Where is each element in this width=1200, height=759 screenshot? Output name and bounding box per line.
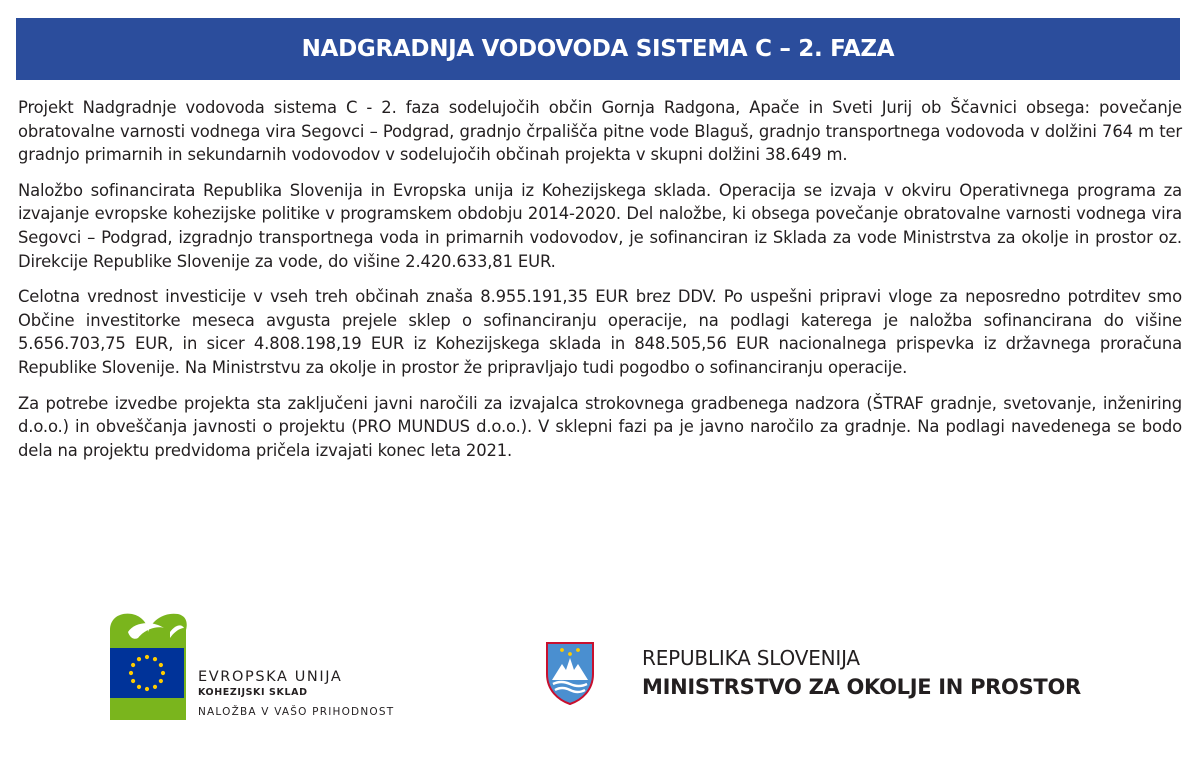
paragraph-scope: Projekt Nadgradnje vodovoda sistema C - 2. faza sodelujočih občin Gornja Radgona, Apače in Sveti Jurij ob Ščavnici obsega: povečanje obratovalne varnosti vodnega vira Segovci – Podgrad, gradnjo črpališča pitne vode Blaguš, gradnjo transportnega vodovoda v dolžini 764 m ter gradnjo primarnih in sekundarnih vodovodov v sodelujočih občinah projekta v skupni dolžini 38.649 m.: [18, 98, 1182, 165]
eu-logo-text: [198, 668, 438, 724]
eu-cohesion-fund-logo-icon: [108, 610, 188, 722]
paragraph-cofinancing: Naložbo sofinancirata Republika Slovenija in Evropska unija iz Kohezijskega sklada. Operacija se izvaja v okviru Operativnega programa za izvajanje evropske kohezijske politike v programskem obdobju 2014-2020. Del naložbe, ki obsega povečanje obratovalne varnosti vodnega vira Segovci – Podgrad, izgradnjo transportnega voda in primarnih vodovodov, je sofinanciran iz Sklada za vode Ministrstva za okolje in prostor oz. Direkcije Republike Slovenije za vode, do višine 2.420.633,81 EUR.: [18, 180, 1182, 271]
article-body: [18, 96, 1182, 474]
eu-logo-title: EVROPSKA UNIJA: [198, 669, 343, 685]
page-title: NADGRADNJA VODOVODA SISTEMA C – 2. FAZA: [301, 36, 895, 62]
ministry-logo: [544, 640, 1104, 710]
slovenia-coat-of-arms-icon: [544, 640, 596, 706]
eu-logo-slogan: NALOŽBA V VAŠO PRIHODNOST: [198, 706, 395, 718]
ministry-logo-country: REPUBLIKA SLOVENIJA: [642, 646, 860, 670]
title-bar: [16, 18, 1180, 80]
paragraph-investment-value: Celotna vrednost investicije v vseh treh občinah znaša 8.955.191,35 EUR brez DDV. Po uspešni pripravi vloge za neposredno potrditev smo Občine investitorke meseca avgusta prejele sklep o sofinanciranju operacije, na podlagi katerega je naložba sofinancirana do višine 5.656.703,75 EUR, in sicer 4.808.198,19 EUR iz Kohezijskega sklada in 848.505,56 EUR nacionalnega prispevka iz državnega proračuna Republike Slovenije. Na Ministrstvu za okolje in prostor že pripravljajo tudi pogodbo o sofinanciranju operacije.: [18, 287, 1182, 377]
paragraph-procurement: Za potrebe izvedbe projekta sta zaključeni javni naročili za izvajalca strokovnega gradbenega nadzora (ŠTRAF gradnje, svetovanje, inženiring d.o.o.) in obveščanja javnosti o projektu (PRO MUNDUS d.o.o.). V sklepni fazi pa je javno naročilo za gradnje. Na podlagi navedenega se bodo dela na projektu predvidoma pričela izvajati konec leta 2021.: [18, 393, 1182, 460]
eu-logo-fund: KOHEZIJSKI SKLAD: [198, 687, 308, 698]
ministry-logo-name: MINISTRSTVO ZA OKOLJE IN PROSTOR: [642, 675, 1081, 699]
eu-cohesion-fund-logo: [108, 610, 438, 722]
ministry-logo-text: [642, 644, 1081, 702]
